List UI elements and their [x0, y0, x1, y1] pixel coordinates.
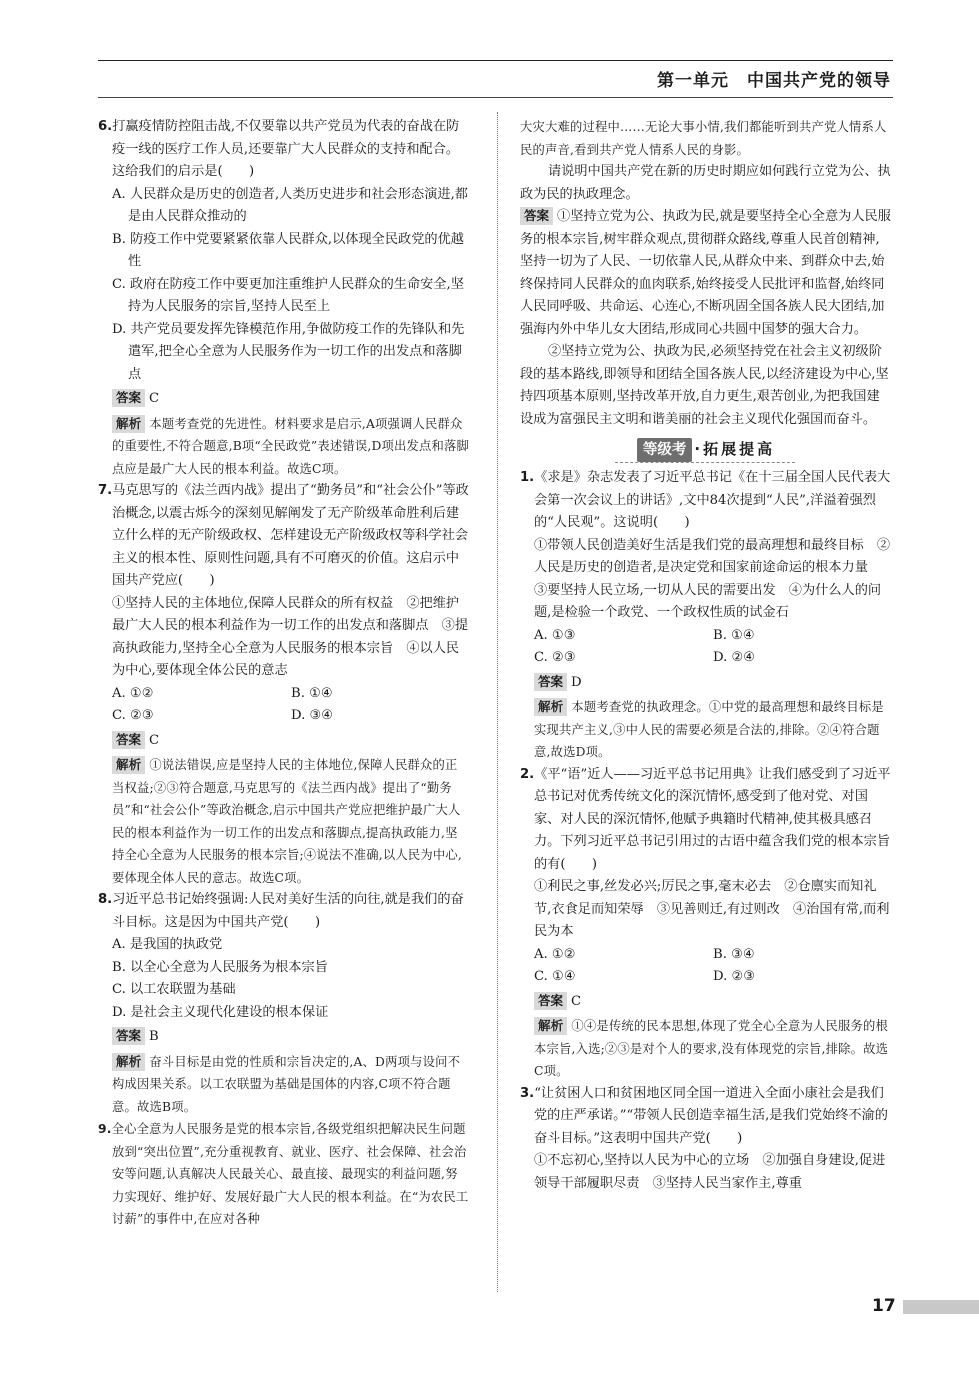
section-underline: [615, 462, 795, 463]
question-stem: 3.“让贫困人口和贫困地区同全国一道进入全面小康社会是我们党的庄严承诺。”“带领人民创造幸福生活,是我们党始终不渝的奋斗目标。”这表明中国共产党( ): [520, 1085, 888, 1146]
statements: ①带领人民创造美好生活是我们党的最高理想和最终目标 ②人民是历史的创造者,是决定党和国家前途命运的根本力量 ③要坚持人民立场,一切从人民的需要出发 ④为什么人的问题,是检验一个政党、一个政权性质的试金石: [534, 537, 891, 620]
column-divider: [497, 112, 498, 1292]
question-stem: 7.马克思写的《法兰西内战》提出了“勤务员”和“社会公仆”等政治概念,以震古烁今的深刻见解阐发了无产阶级革命胜利后建立什么样的无产阶级政权、怎样建设无产阶级政权等科学社会主义的根本性、原则性问题,具有不可磨灭的价值。这启示中国共产党应( ): [98, 483, 469, 588]
options-row: [520, 625, 892, 648]
answer: 答案 C: [520, 991, 892, 1014]
analysis: 解析 ①说法错误,应是坚持人民的主体地位,保障人民群众的正当权益;②③符合题意,马克思写的《法兰西内战》提出了“勤务员”和“社会公仆”等政治概念,启示中国共产党应把维护最广大人民的根本利益作为一切工作的出发点和落脚点,提高执政能力,坚持全心全意为人民服务的根本宗旨;④说法不准确,以人民为中心,要体现全体人民的意志。故选C项。: [112, 757, 462, 885]
option-a: A. 人民群众是历史的创造者,人类历史进步和社会形态演进,都是由人民群众推动的: [112, 186, 468, 224]
question-stem: 6.打赢疫情防控阻击战,不仅要靠以共产党员为代表的奋战在防疫一线的医疗工作人员,还要靠广大人民群众的支持和配合。这给我们的启示是( ): [98, 119, 460, 179]
answer: 答案 C: [98, 388, 470, 411]
question-6: [98, 116, 470, 480]
question-stem: 2.《平“语”近人——习近平总书记用典》让我们感受到了习近平总书记对优秀传统文化的深沉情怀,感受到了他对党、对国家、对人民的深沉情怀,他赋予典籍时代精神,使其极具感召力。下列习近平总书记引用过的古语中蕴含我们党的根本宗旨的有( ): [520, 766, 891, 872]
option-a: A. ①②: [112, 685, 154, 701]
answer: 答案 D: [520, 672, 892, 695]
option-d: D. ③④: [291, 708, 334, 723]
option-c: C. ②③: [112, 708, 154, 723]
option-d: D. ②④: [713, 650, 756, 665]
question-8: [98, 889, 470, 1118]
analysis: 解析 奋斗目标是由党的性质和宗旨决定的,A、D两项与设问不构成因果关系。以工农联盟为基础是国体的内容,C项不符合题意。故选B项。: [112, 1053, 461, 1114]
question-stem: 1.《求是》杂志发表了习近平总书记《在十三届全国人民代表大会第一次会议上的讲话》,文中84次提到“人民”,洋溢着强烈的“人民观”。这说明( ): [520, 470, 891, 530]
answer: 答案 C: [98, 730, 470, 753]
answer: 答案 B: [98, 1026, 470, 1049]
option-a: A. ①③: [534, 627, 576, 643]
question-9-answer-2: ②坚持立党为公、执政为民,必须坚持党在社会主义初级阶段的基本路线,即领导和团结全国各族人民,以经济建设为中心,坚持四项基本原则,坚持改革开放,自力更生,艰苦创业,为把我国建设成为富强民主文明和谐美丽的社会主义现代化强国而奋斗。: [520, 344, 889, 427]
question-9: [98, 1118, 470, 1231]
page-number: 17: [872, 1296, 896, 1316]
exercise-2: [520, 764, 892, 1083]
statements: ①坚持人民的主体地位,保障人民群众的所有权益 ②把维护最广大人民的根本利益作为一切工作的出发点和落脚点 ③提高执政能力,坚持全心全意为人民服务的根本宗旨 ④以人民为中心,要体现全体公民的意志: [112, 595, 469, 678]
section-badge: 等级考: [637, 438, 693, 462]
option-c: C. ②③: [534, 650, 576, 665]
right-column: [520, 116, 892, 1195]
option-a: A. ①②: [534, 946, 576, 962]
question-9-answer: 答案 ①坚持立党为公、执政为民,就是要坚持全心全意为人民服务的根本宗旨,树牢群众观点,贯彻群众路线,尊重人民首创精神,坚持一切为了人民、一切依靠人民,从群众中来、到群众中去,始终保持同人民群众的血肉联系,始终接受人民批评和监督,始终同人民同呼吸、共命运、心连心,不断巩固全国各族人民大团结,加强海内外中华儿女大团结,形成同心共圆中国梦的强大合力。: [520, 208, 891, 337]
section-banner: [520, 437, 892, 461]
options-row: [520, 944, 892, 967]
option-c: C. ①④: [534, 969, 576, 984]
unit-title: 中国共产党的领导: [747, 71, 891, 91]
exercise-1: [520, 467, 892, 764]
option-c: C. 以工农联盟为基础: [112, 982, 236, 997]
option-d: D. 共产党员要发挥先锋模范作用,争做防疫工作的先锋队和先遣军,把全心全意为人民服务作为一切工作的出发点和落脚点: [112, 321, 465, 382]
running-header: [657, 66, 891, 91]
analysis: 解析 本题考查党的执政理念。①中党的最高理想和最终目标是实现共产主义,③中人民的需要必须是合法的,排除。②④符合题意,故选D项。: [534, 699, 884, 759]
option-b: B. ③④: [713, 946, 755, 962]
statements: ①不忘初心,坚持以人民为中心的立场 ②加强自身建设,促进领导干部履职尽责 ③坚持人民当家作主,尊重: [534, 1153, 886, 1191]
header-bottom-rule: [98, 97, 893, 98]
question-stem: 9.全心全意为人民服务是党的根本宗旨,各级党组织把解决民生问题放到“突出位置”,充分重视教育、就业、医疗、社会保障、社会治安等问题,认真解决人民最关心、最直接、最现实的利益问题,努力实现好、维护好、发展好最广大人民的根本利益。在“为农民工讨薪”的事件中,在应对各种: [98, 1122, 469, 1226]
exercise-3: [520, 1083, 892, 1196]
option-a: A. 是我国的执政党: [112, 937, 223, 952]
header-top-rule: [98, 60, 893, 61]
option-b: B. 防疫工作中党要紧紧依靠人民群众,以体现全民政党的优越性: [112, 231, 464, 269]
question-9-material: 大灾大难的过程中……无论大事小情,我们都能听到共产党人情系人民的声音,看到共产党人情系人民的身影。: [520, 120, 887, 157]
option-b: B. ①④: [291, 685, 333, 701]
option-b: B. ①④: [713, 627, 755, 643]
analysis: 解析 ①④是传统的民本思想,体现了党全心全意为人民服务的根本宗旨,入选;②③是对个人的要求,没有体现党的宗旨,排除。故选C项。: [534, 1018, 889, 1078]
analysis: 解析 本题考查党的先进性。材料要求是启示,A项强调人民群众的重要性,不符合题意,B项“全民政党”表述错误,D项出发点和落脚点应是最广大人民的根本利益。故选C项。: [112, 415, 470, 476]
statements: ①利民之事,丝发必兴;厉民之事,毫末必去 ②仓廪实而知礼节,衣食足而知荣辱 ③见善则迁,有过则改 ④治国有常,而利民为本: [534, 879, 890, 939]
options-row: [520, 966, 892, 989]
option-d: D. ②③: [713, 969, 756, 984]
options-row: [520, 647, 892, 670]
question-stem: 8.习近平总书记始终强调:人民对美好生活的向往,就是我们的奋斗目标。这是因为中国共产党( ): [98, 892, 464, 930]
section-title: ·拓展提高: [694, 440, 776, 458]
left-column: [98, 116, 470, 1231]
options-row: [98, 683, 470, 706]
option-c: C. 政府在防疫工作中要更加注重维护人民群众的生命安全,坚持为人民服务的宗旨,坚持人民至上: [112, 276, 464, 314]
unit-label: 第一单元: [657, 71, 729, 91]
question-7: [98, 480, 470, 889]
options-row: [98, 705, 470, 728]
page-number-bar: [903, 1300, 979, 1314]
question-9-prompt: 请说明中国共产党在新的历史时期应如何践行立党为公、执政为民的执政理念。: [520, 164, 891, 202]
option-b: B. 以全心全意为人民服务为根本宗旨: [112, 959, 328, 975]
option-d: D. 是社会主义现代化建设的根本保证: [112, 1004, 329, 1020]
